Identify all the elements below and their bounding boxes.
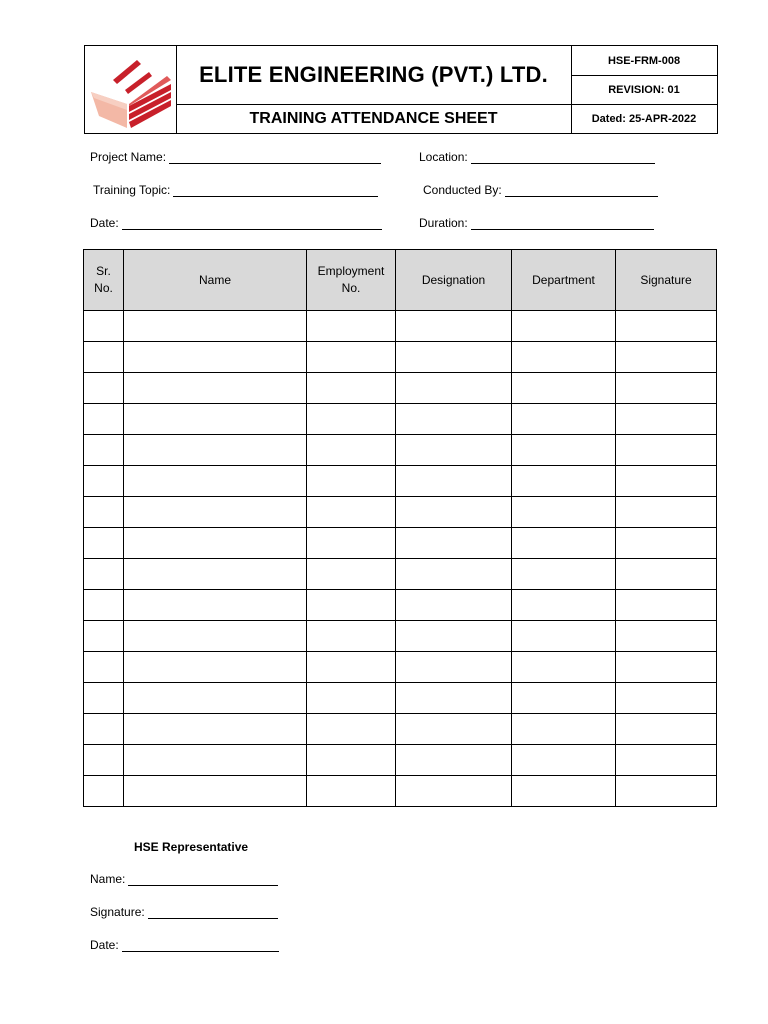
cell-name[interactable] <box>124 311 307 342</box>
cell-sr-no[interactable] <box>84 621 124 652</box>
column-header-designation <box>396 250 512 311</box>
cell-signature[interactable] <box>616 435 717 466</box>
cell-signature[interactable] <box>616 652 717 683</box>
cell-sr-no[interactable] <box>84 745 124 776</box>
cell-department[interactable] <box>512 776 616 807</box>
cell-employment-no[interactable] <box>307 373 396 404</box>
cell-department[interactable] <box>512 497 616 528</box>
cell-department[interactable] <box>512 621 616 652</box>
cell-name[interactable] <box>124 714 307 745</box>
cell-name[interactable] <box>124 342 307 373</box>
attendance-table <box>83 249 717 807</box>
cell-sr-no[interactable] <box>84 683 124 714</box>
cell-employment-no[interactable] <box>307 435 396 466</box>
cell-name[interactable] <box>124 528 307 559</box>
rep-signature-label: Signature: <box>90 905 145 919</box>
cell-name[interactable] <box>124 466 307 497</box>
cell-designation[interactable] <box>396 683 512 714</box>
column-header-sr-no <box>84 250 124 311</box>
table-row <box>84 683 717 714</box>
cell-employment-no[interactable] <box>307 342 396 373</box>
training-topic-label: Training Topic: <box>93 183 171 197</box>
cell-name[interactable] <box>124 497 307 528</box>
cell-designation[interactable] <box>396 652 512 683</box>
project-name-line[interactable] <box>169 152 381 164</box>
table-row <box>84 435 717 466</box>
cell-department[interactable] <box>512 466 616 497</box>
table-row <box>84 559 717 590</box>
cell-designation[interactable] <box>396 714 512 745</box>
company-logo-icon <box>91 54 171 128</box>
cell-signature[interactable] <box>616 714 717 745</box>
cell-employment-no[interactable] <box>307 559 396 590</box>
conducted-by-line[interactable] <box>505 189 658 197</box>
cell-designation[interactable] <box>396 621 512 652</box>
cell-department[interactable] <box>512 404 616 435</box>
cell-name[interactable] <box>124 404 307 435</box>
sheet-title: TRAINING ATTENDANCE SHEET <box>176 104 572 133</box>
cell-department[interactable] <box>512 435 616 466</box>
col-label: Employment No. <box>317 264 385 295</box>
cell-signature[interactable] <box>616 404 717 435</box>
cell-signature[interactable] <box>616 745 717 776</box>
cell-employment-no[interactable] <box>307 776 396 807</box>
cell-department[interactable] <box>512 590 616 621</box>
table-row <box>84 497 717 528</box>
cell-name[interactable] <box>124 683 307 714</box>
table-row <box>84 373 717 404</box>
cell-signature[interactable] <box>616 466 717 497</box>
location-label: Location: <box>419 150 468 164</box>
cell-designation[interactable] <box>396 466 512 497</box>
column-header-name <box>124 250 307 311</box>
cell-department[interactable] <box>512 373 616 404</box>
rep-date-field[interactable] <box>90 938 279 952</box>
cell-department[interactable] <box>512 528 616 559</box>
cell-sr-no[interactable] <box>84 590 124 621</box>
cell-signature[interactable] <box>616 776 717 807</box>
cell-signature[interactable] <box>616 373 717 404</box>
cell-signature[interactable] <box>616 528 717 559</box>
cell-employment-no[interactable] <box>307 404 396 435</box>
table-header-row <box>84 250 717 311</box>
cell-sr-no[interactable] <box>84 714 124 745</box>
cell-signature[interactable] <box>616 590 717 621</box>
cell-designation[interactable] <box>396 435 512 466</box>
table-row <box>84 652 717 683</box>
duration-line[interactable] <box>471 218 654 230</box>
cell-employment-no[interactable] <box>307 497 396 528</box>
cell-sr-no[interactable] <box>84 528 124 559</box>
cell-employment-no[interactable] <box>307 311 396 342</box>
cell-designation[interactable] <box>396 559 512 590</box>
cell-signature[interactable] <box>616 497 717 528</box>
duration-field[interactable] <box>419 216 654 230</box>
cell-name[interactable] <box>124 745 307 776</box>
location-line[interactable] <box>471 152 655 164</box>
cell-sr-no[interactable] <box>84 497 124 528</box>
cell-department[interactable] <box>512 342 616 373</box>
table-row <box>84 342 717 373</box>
table-body <box>84 311 717 807</box>
table-row <box>84 311 717 342</box>
form-number: HSE-FRM-008 <box>571 46 717 76</box>
company-name: ELITE ENGINEERING (PVT.) LTD. <box>176 46 572 105</box>
cell-sr-no[interactable] <box>84 404 124 435</box>
cell-signature[interactable] <box>616 621 717 652</box>
col-label: Designation <box>421 272 486 287</box>
column-header-signature <box>616 250 717 311</box>
rep-name-line[interactable] <box>128 874 278 886</box>
cell-designation[interactable] <box>396 528 512 559</box>
column-header-department <box>512 250 616 311</box>
rep-name-field[interactable] <box>90 872 278 886</box>
cell-sr-no[interactable] <box>84 559 124 590</box>
cell-signature[interactable] <box>616 559 717 590</box>
date-line[interactable] <box>122 218 382 230</box>
cell-employment-no[interactable] <box>307 466 396 497</box>
table-row <box>84 776 717 807</box>
rep-date-label: Date: <box>90 938 119 952</box>
cell-sr-no[interactable] <box>84 311 124 342</box>
cell-sr-no[interactable] <box>84 466 124 497</box>
table-row <box>84 714 717 745</box>
cell-signature[interactable] <box>616 342 717 373</box>
col-label: Signature <box>640 272 692 287</box>
cell-name[interactable] <box>124 373 307 404</box>
column-header-employment-no <box>307 250 396 311</box>
cell-sr-no[interactable] <box>84 652 124 683</box>
document-header <box>84 45 718 134</box>
rep-name-label: Name: <box>90 872 126 886</box>
date-field[interactable] <box>90 216 382 230</box>
cell-designation[interactable] <box>396 745 512 776</box>
cell-sr-no[interactable] <box>84 342 124 373</box>
cell-name[interactable] <box>124 652 307 683</box>
cell-employment-no[interactable] <box>307 590 396 621</box>
cell-sr-no[interactable] <box>84 776 124 807</box>
cell-sr-no[interactable] <box>84 435 124 466</box>
col-label: Name <box>198 272 231 287</box>
cell-name[interactable] <box>124 559 307 590</box>
rep-date-line[interactable] <box>122 940 279 952</box>
document-date: Dated: 25-APR-2022 <box>591 112 697 125</box>
cell-name[interactable] <box>124 590 307 621</box>
cell-employment-no[interactable] <box>307 528 396 559</box>
cell-name[interactable] <box>124 776 307 807</box>
rep-signature-field[interactable] <box>90 905 278 919</box>
cell-name[interactable] <box>124 621 307 652</box>
location-field[interactable] <box>419 150 655 164</box>
cell-department[interactable] <box>512 652 616 683</box>
cell-department[interactable] <box>512 311 616 342</box>
conducted-by-field[interactable] <box>423 183 658 197</box>
cell-name[interactable] <box>124 435 307 466</box>
cell-employment-no[interactable] <box>307 683 396 714</box>
project-name-field[interactable] <box>90 150 381 164</box>
cell-designation[interactable] <box>396 404 512 435</box>
duration-label: Duration: <box>419 216 468 230</box>
table-row <box>84 745 717 776</box>
cell-employment-no[interactable] <box>307 745 396 776</box>
rep-signature-line[interactable] <box>148 907 278 919</box>
cell-department[interactable] <box>512 714 616 745</box>
project-name-label: Project Name: <box>90 150 167 164</box>
training-topic-line[interactable] <box>173 185 378 197</box>
col-label: Department <box>532 272 595 287</box>
cell-designation[interactable] <box>396 590 512 621</box>
cell-sr-no[interactable] <box>84 373 124 404</box>
date-label: Date: <box>90 216 119 230</box>
table-row <box>84 466 717 497</box>
training-topic-field[interactable] <box>93 183 378 197</box>
table-row <box>84 528 717 559</box>
cell-department[interactable] <box>512 683 616 714</box>
cell-designation[interactable] <box>396 776 512 807</box>
table-row <box>84 404 717 435</box>
revision-number: REVISION: 01 <box>571 75 717 105</box>
hse-representative-title: HSE Representative <box>134 840 249 854</box>
cell-designation[interactable] <box>396 342 512 373</box>
conducted-by-label: Conducted By: <box>423 183 502 197</box>
cell-employment-no[interactable] <box>307 652 396 683</box>
table-row <box>84 590 717 621</box>
cell-employment-no[interactable] <box>307 621 396 652</box>
cell-department[interactable] <box>512 559 616 590</box>
cell-designation[interactable] <box>396 497 512 528</box>
logo-cell <box>85 46 177 133</box>
cell-signature[interactable] <box>616 311 717 342</box>
cell-employment-no[interactable] <box>307 714 396 745</box>
col-label: Sr. No. <box>94 264 113 295</box>
cell-department[interactable] <box>512 745 616 776</box>
cell-signature[interactable] <box>616 683 717 714</box>
cell-designation[interactable] <box>396 373 512 404</box>
table-row <box>84 621 717 652</box>
cell-designation[interactable] <box>396 311 512 342</box>
